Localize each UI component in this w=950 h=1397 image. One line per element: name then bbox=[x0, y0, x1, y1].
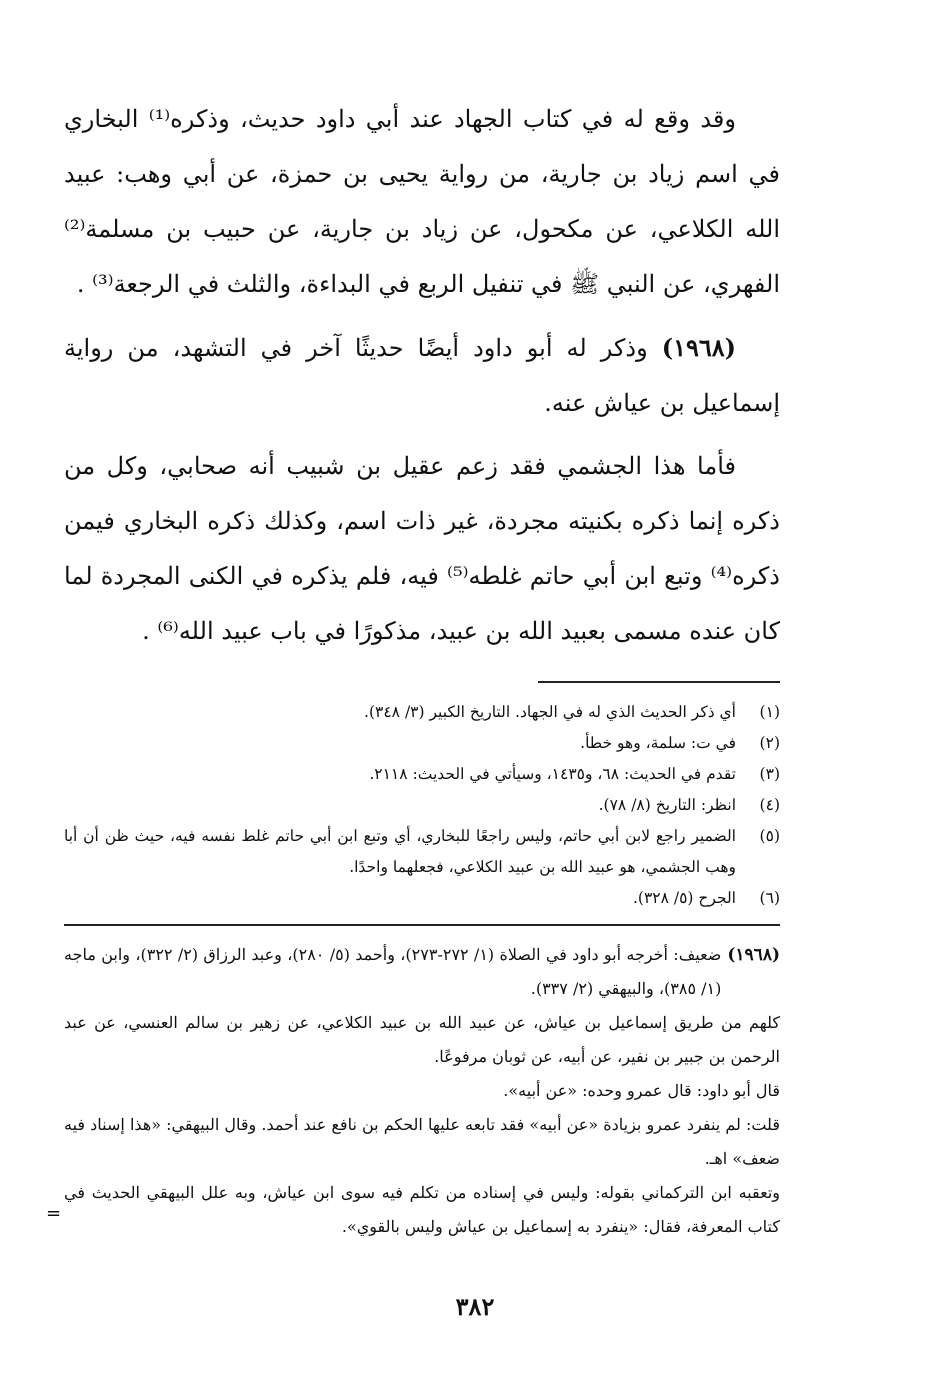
footnotes bbox=[64, 697, 780, 914]
takhrij-separator bbox=[64, 924, 780, 926]
takhrij-paragraph: وتعقبه ابن التركماني بقوله: وليس في إسناده من تكلم فيه سوى ابن عياش، وبه علل البيهقي الحديث في كتاب المعرفة، فقال: «ينفرد به إسماعيل بن عياش وليس بالقوي». bbox=[64, 1183, 780, 1236]
footnote-text: في ت: سلمة، وهو خطأ. bbox=[580, 734, 736, 752]
takhrij-hadith-number: (١٩٦٨) bbox=[727, 945, 780, 965]
footnote-text: الجرح (٥/ ٣٢٨). bbox=[632, 889, 736, 907]
main-text bbox=[64, 92, 780, 659]
footnote-separator bbox=[538, 681, 780, 683]
footnote-number: (٥) bbox=[759, 827, 780, 845]
footnote-text: أي ذكر الحديث الذي له في الجهاد. التاريخ الكبير (٣/ ٣٤٨). bbox=[364, 703, 736, 721]
page-content bbox=[64, 92, 780, 1244]
takhrij-section bbox=[64, 938, 780, 1244]
main-paragraph-1: وقد وقع له في كتاب الجهاد عند أبي داود حديث، وذكره⁽¹⁾ البخاري في اسم زياد بن جارية، من رواية يحيى بن حمزة، عن أبي وهب: عبيد الله الكلاعي، عن مكحول، عن زياد بن جارية، عن حبيب بن مسلمة⁽²⁾ الفهري، عن النبي ﷺ في تنفيل الربع في البداءة، والثلث في الرجعة⁽³⁾ . bbox=[64, 105, 780, 298]
footnote bbox=[64, 883, 780, 914]
takhrij-paragraph: قال أبو داود: قال عمرو وحده: «عن أبيه». bbox=[503, 1081, 780, 1100]
footnote bbox=[64, 759, 780, 790]
takhrij-paragraph: كلهم من طريق إسماعيل بن عياش، عن عبيد الله بن عبيد الكلاعي، عن زهير بن سالم العنسي، عن عبد الرحمن بن جبير بن نفير، عن أبيه، عن ثوبان مرفوعًا. bbox=[64, 1013, 780, 1066]
takhrij-grading: ضعيف: أخرجه أبو داود في الصلاة (١/ ٢٧٢-٢٧٣)، وأحمد (٥/ ٢٨٠)، وعبد الرزاق (٢/ ٣٢٢)، وابن ماجه (١/ ٣٨٥)، والبيهقي (٢/ ٣٣٧). bbox=[64, 945, 722, 998]
takhrij-first-paragraph bbox=[64, 938, 780, 1006]
footnote bbox=[64, 697, 780, 728]
takhrij-paragraph: قلت: لم ينفرد عمرو بزيادة «عن أبيه» فقد تابعه عليها الحكم بن نافع عند أحمد. وقال البيهقي: «هذا إسناد فيه ضعف» اهـ. bbox=[64, 1115, 780, 1168]
footnote-text: انظر: التاريخ (٨/ ٧٨). bbox=[598, 796, 736, 814]
main-paragraph-3: فأما هذا الجشمي فقد زعم عقيل بن شبيب أنه صحابي، وكل من ذكره إنما ذكره بكنيته مجردة، غير ذات اسم، وكذلك ذكره البخاري فيمن ذكره⁽⁴⁾ وتبع ابن أبي حاتم غلطه⁽⁵⁾ فيه، فلم يذكره في الكنى المجردة لما كان عنده مسمى بعبيد الله بن عبيد، مذكورًا في باب عبيد الله⁽⁶⁾ . bbox=[64, 452, 780, 645]
footnote-number: (٦) bbox=[759, 889, 780, 907]
footnote-text: الضمير راجع لابن أبي حاتم، وليس راجعًا للبخاري، أي وتبع ابن أبي حاتم غلط نفسه فيه، حيث ظن أن أبا وهب الجشمي، هو عبيد الله بن عبيد الكلاعي، فجعلهما واحدًا. bbox=[64, 827, 736, 876]
continuation-mark: = bbox=[46, 1203, 62, 1224]
hadith-number: (١٩٦٨) bbox=[661, 333, 736, 362]
page-number: ٣٨٢ bbox=[455, 1292, 495, 1321]
footnote-number: (٣) bbox=[759, 765, 780, 783]
footnote-number: (٤) bbox=[759, 796, 780, 814]
footnote-text: تقدم في الحديث: ٦٨، و١٤٣٥، وسيأتي في الحديث: ٢١١٨. bbox=[369, 765, 736, 783]
footnote bbox=[64, 821, 780, 883]
footnote-number: (٢) bbox=[759, 734, 780, 752]
footnote bbox=[64, 790, 780, 821]
main-paragraph-2 bbox=[64, 320, 780, 431]
main-paragraph-2-text: وذكر له أبو داود أيضًا حديثًا آخر في التشهد، من رواية إسماعيل بن عياش عنه. bbox=[64, 334, 780, 417]
footnote bbox=[64, 728, 780, 759]
footnote-number: (١) bbox=[759, 703, 780, 721]
